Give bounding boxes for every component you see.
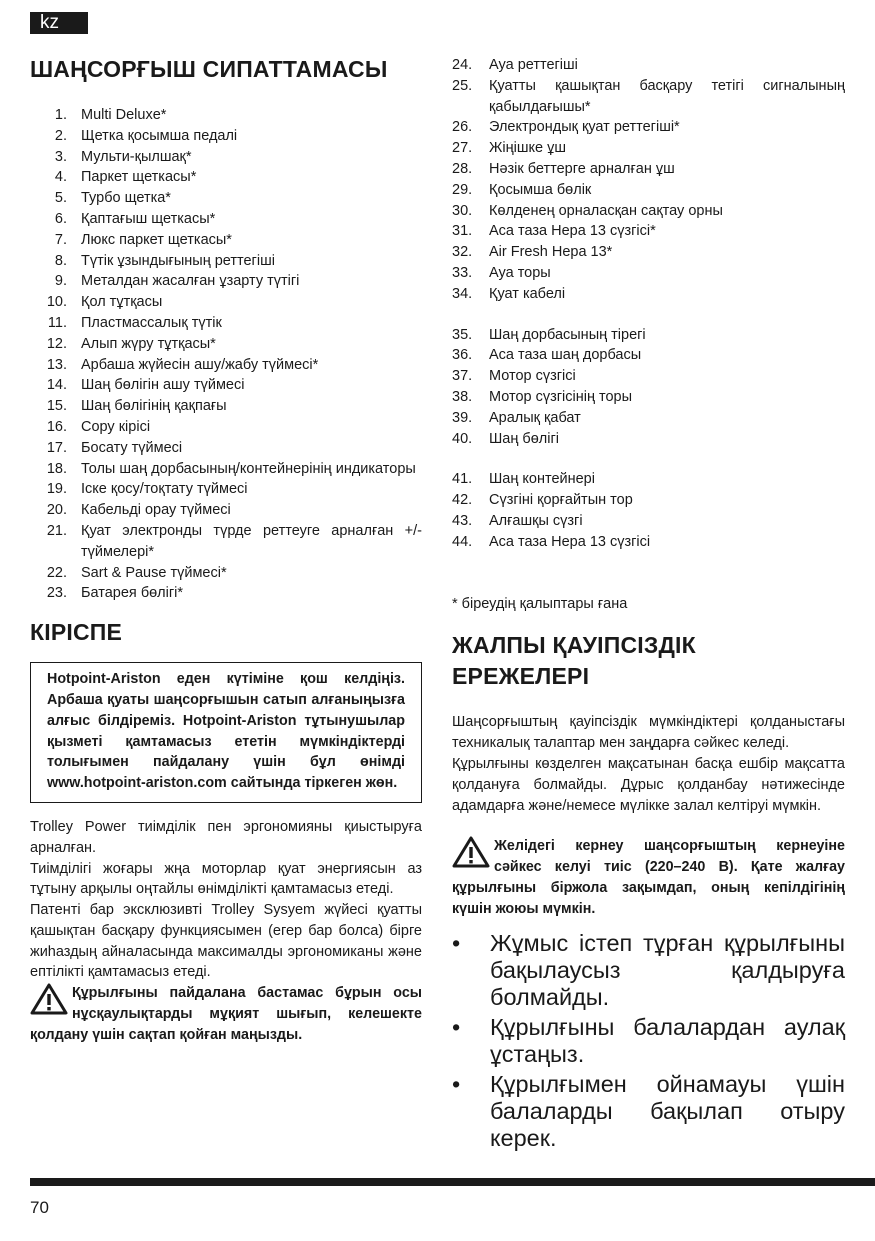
part-item [30,438,422,459]
part-label: Мотор сүзгісі [489,368,576,385]
part-item [30,292,422,313]
part-label: Щетка қосымша педалі [81,127,238,144]
language-badge: kz [30,12,88,34]
part-number: 7. [54,231,67,248]
part-item [452,387,845,408]
part-number: 3. [54,148,67,165]
part-label: Түтік ұзындығының реттегіші [81,252,275,269]
part-number: 43. [452,512,473,529]
part-label: Толы шаң дорбасының/контейнерінің индикаторы [81,460,416,477]
part-item [30,479,422,500]
part-number: 35. [452,326,473,343]
bullet-marker: • [452,1070,461,1097]
part-number: 27. [452,140,473,157]
safety-title-line1: ЖАЛПЫ ҚАУІПСІЗДІК [452,632,696,659]
part-number: 20. [46,502,67,519]
part-label: Шаң контейнері [489,471,595,488]
safety-bullet [452,930,845,1011]
part-item [452,325,845,346]
part-item [452,159,845,180]
part-label: Қаптағыш щеткасы* [81,210,216,227]
part-label: Қол тұтқасы [81,294,163,311]
part-label: Пластмассалық түтік [81,314,222,331]
part-item [452,366,845,387]
part-number: 17. [46,439,67,456]
bullet-marker: • [452,1013,461,1040]
part-number: 8. [54,252,67,269]
voltage-warning [452,836,845,919]
part-item [452,117,845,138]
part-label: Қуатты қашықтан басқару тетігі сигналының қабылдағышы* [489,77,845,115]
bullet-marker: • [452,929,461,956]
part-number: 41. [452,471,473,488]
part-number: 6. [54,210,67,227]
intro-paragraph: Патенті бар эксклюзивті Trolley Sysyem жүйесі қуатты қашықтан басқару функциясымен (егер бар болса) бірге жиһаздың айналасында максималды эргономиканы және ептілікті қамтамасыз етеді. [30,902,422,981]
part-number: 1. [54,107,67,123]
part-number: 42. [452,492,473,509]
part-label: Аса таза Hepa 13 сүзгісі [489,533,651,550]
part-item [452,138,845,159]
safety-bullet [452,1014,845,1068]
part-number: 18. [46,460,67,477]
part-number: 15. [46,398,67,415]
part-label: Көлденең орналасқан сақтау орны [489,202,723,219]
part-number: 11. [47,314,67,331]
part-item [452,408,845,429]
part-number: 12. [46,335,67,352]
safety-title-line2: ЕРЕЖЕЛЕРІ [452,663,590,690]
part-item [30,167,422,188]
intro-paragraphs [30,817,422,983]
part-item [30,230,422,251]
part-number: 21. [46,522,67,539]
part-item [452,55,845,76]
safety-bullet-list [452,930,845,1152]
part-number: 33. [452,264,473,281]
bullet-text: Құрылғыны балалардан аулақ ұстаңыз. [490,1013,845,1067]
part-number: 40. [452,430,473,447]
part-item [452,532,845,553]
part-number: 30. [452,202,473,219]
part-item [452,221,845,242]
part-number: 22. [46,564,67,581]
part-number: 44. [452,533,473,550]
part-item [30,459,422,480]
intro-paragraph: Тиімділігі жоғары жңа моторлар қуат энергиясын аз тұтыну арқылы оңтайлы өнімділікті қамтамасыз етеді. [30,860,422,898]
part-number: 29. [452,181,473,198]
part-label: Шаң бөлігі [489,430,559,447]
part-number: 25. [452,77,473,94]
part-label: Паркет щеткасы* [81,169,197,186]
safety-paragraph: Шаңсорғыштың қауіпсіздік мүмкіндіктері қолданыстағы техникалық талаптар мен заңдарға сәйкес келеді. [452,714,845,752]
part-label: Сүзгіні қорғайтын тор [489,492,633,509]
part-label: Ауа торы [489,264,551,281]
right-column [452,52,845,1155]
welcome-box: Hotpoint-Ariston еден күтіміне қош келдіңіз. Арбаша қуаты шаңсорғышын сатып алғаныңызға алғыс білдіреміз. Hotpoint-Ariston тұтынушылар қызметі қамтамасыз ететін мүмкіндіктерді толығымен пайдалану үшін бұл өнімді www.hotpoint-ariston.com сайтында тіркеген жөн. [30,662,422,803]
part-item [30,563,422,584]
part-item [30,375,422,396]
part-label: Люкс паркет щеткасы* [81,231,232,248]
part-label: Multi Deluxe* [81,107,167,123]
part-label: Қуат электронды түрде реттеуге арналған +/- түймелері* [81,522,422,560]
warning-triangle-icon [452,836,490,868]
part-label: Металдан жасалған ұзарту түтігі [81,273,300,290]
part-number: 26. [452,119,473,136]
intro-paragraph: Trolley Power тиімділік пен эргономияны қиыстыруға арналған. [30,818,422,856]
part-number: 37. [452,368,473,385]
footer-rule [30,1178,875,1186]
part-label: Қуат кабелі [489,285,566,302]
parts-list-left [30,105,422,604]
part-label: Босату түймесі [81,439,183,456]
left-column [30,52,422,1046]
part-item [30,500,422,521]
part-label: Мотор сүзгісінің торы [489,388,633,405]
part-label: Air Fresh Hepa 13* [489,244,613,261]
part-item [452,429,845,450]
warning-triangle-icon [30,983,68,1015]
part-item [452,469,845,490]
part-item [452,263,845,284]
part-label: Аса таза Hepa 13 сүзгісі* [489,223,656,240]
safety-paragraphs [452,712,845,816]
part-item [30,521,422,563]
part-item [452,490,845,511]
part-label: Алғашқы сүзгі [489,512,583,529]
part-label: Шаң бөлігін ашу түймесі [81,377,245,394]
part-number: 13. [46,356,67,373]
part-number: 24. [452,57,473,73]
part-item [452,242,845,263]
part-number: 34. [452,285,473,302]
part-number: 9. [54,273,67,290]
parts-list-right-b [452,325,845,450]
part-label: Сору кірісі [81,418,151,435]
part-item [30,251,422,272]
part-number: 2. [54,127,67,144]
part-number: 16. [46,418,67,435]
part-item [30,271,422,292]
part-number: 28. [452,160,473,177]
part-label: Аса таза шаң дорбасы [489,347,642,364]
intro-warning [30,983,422,1045]
part-number: 38. [452,388,473,405]
bullet-text: Құрылғымен ойнамауы үшін балаларды бақылап отыру керек. [490,1070,845,1151]
part-label: Аралық қабат [489,409,581,426]
part-item [30,313,422,334]
part-number: 36. [452,347,473,364]
part-item [452,511,845,532]
part-number: 14. [46,377,67,394]
part-label: Кабельді орау түймесі [81,502,231,519]
part-label: Қосымша бөлік [489,181,592,198]
part-label: Нәзік беттерге арналған ұш [489,160,675,177]
part-item [30,126,422,147]
part-label: Шаң бөлігінің қақпағы [81,398,227,415]
part-label: Турбо щетка* [81,190,171,207]
part-item [452,345,845,366]
part-label: Sart & Pause түймесі* [81,564,227,581]
part-item [30,105,422,126]
part-number: 32. [452,244,473,261]
part-label: Алып жүру тұтқасы* [81,335,216,352]
part-item [30,188,422,209]
part-item [452,76,845,118]
part-label: Шаң дорбасының тірегі [489,326,646,343]
intro-title: КІРІСПЕ [30,619,123,646]
part-item [30,396,422,417]
part-item [30,209,422,230]
part-item [30,334,422,355]
footnote: * біреудің қалыптары ғана [452,595,628,612]
part-label: Жіңішке ұш [489,140,566,157]
safety-paragraph: Құрылғыны көзделген мақсатынан басқа ешбір мақсатта қолдануға болмайды. Дұрыс қолданбау нәтижесінде адамдарға және/немесе мүлікке залал келтіруі мүмкін. [452,755,845,814]
part-label: Электрондық қуат реттегіші* [489,119,680,136]
intro-warning-text: Құрылғыны пайдалана бастамас бұрын осы нұсқаулықтарды мұқият шығып, келешекте қолдану үшін сақтап қойған маңызды. [30,985,422,1043]
part-number: 5. [54,190,67,207]
part-label: Ауа реттегіші [489,57,578,73]
part-label: Батарея бөлігі* [81,585,184,602]
part-item [30,583,422,604]
part-number: 19. [46,481,67,498]
part-item [30,417,422,438]
part-item [30,355,422,376]
parts-list-right-a [452,55,845,305]
part-label: Іске қосу/тоқтату түймесі [81,481,248,498]
part-number: 23. [46,585,67,602]
page-number: 70 [30,1198,49,1217]
bullet-text: Жұмыс істеп тұрған құрылғыны бақылаусыз қалдыруға болмайды. [490,929,845,1010]
parts-title: ШАҢСОРҒЫШ СИПАТТАМАСЫ [30,56,388,82]
part-number: 39. [452,409,473,426]
part-number: 4. [54,169,67,186]
safety-bullet [452,1071,845,1152]
part-item [452,180,845,201]
part-item [452,284,845,305]
part-number: 31. [452,223,473,240]
part-label: Мульти-қылшақ* [81,148,192,165]
voltage-warning-text: Желідегі кернеу шаңсорғыштың кернеуіне сәйкес келуі тиіс (220–240 В). Қате жалғау құрылғыны біржола зақымдап, оның кепілдігінің күшін жоюы мүмкін. [452,838,845,917]
parts-list-right-c [452,469,845,552]
part-label: Арбаша жүйесін ашу/жабу түймесі* [81,356,319,373]
part-item [30,147,422,168]
part-item [452,201,845,222]
part-number: 10. [46,294,67,311]
